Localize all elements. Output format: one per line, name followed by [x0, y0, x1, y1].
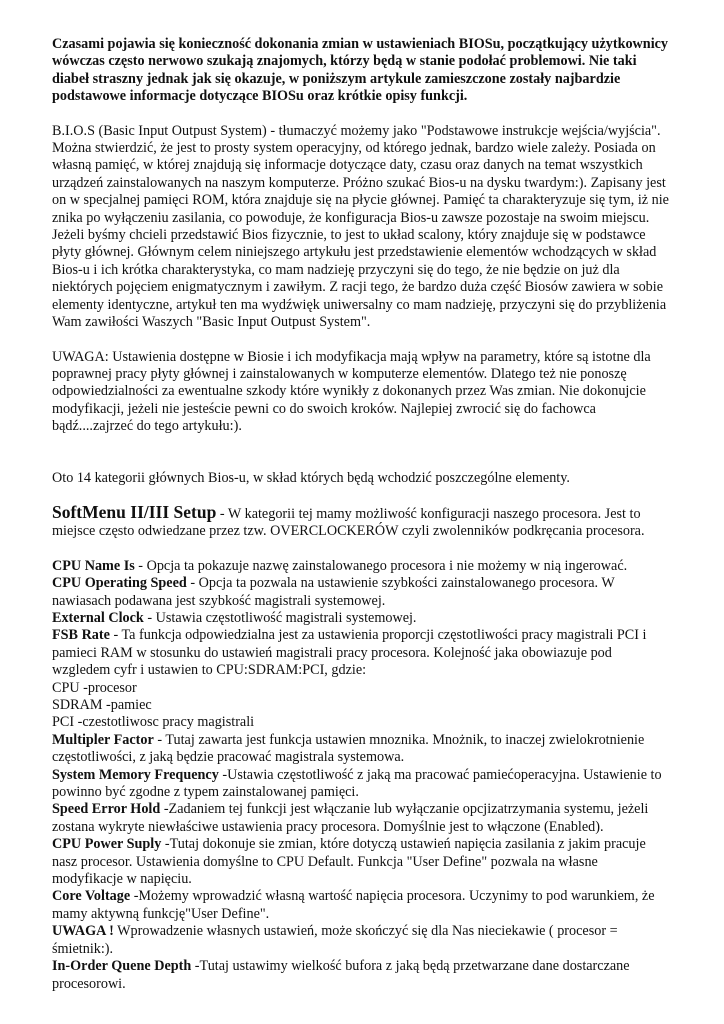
item-desc: -Tutaj dokonuje sie zmian, które dotyczą ustawień napięcia zasilania z jakim pracuje nasz procesor. Ustawienia domyślne to CPU Default. Funkcja "User Define" pozwala na własne modyfikacje w napięciu. [52, 836, 646, 888]
item-desc: -Możemy wprowadzić własną wartość napięcia procesora. Uczynimy to pod warunkiem, że mamy aktywną funkcję"User Define". [52, 888, 655, 922]
item-desc: - Tutaj zawarta jest funkcja ustawien mnoznika. Mnożnik, to inaczej zwielokrotnienie częstotliwości, z jaką będzie pracować magistrala systemowa. [52, 731, 645, 766]
spacer [52, 453, 672, 470]
list-item [52, 958, 672, 993]
item-term: Core Voltage [52, 888, 131, 905]
list-item [52, 888, 672, 923]
list-item [52, 627, 672, 679]
list-item [52, 610, 672, 627]
item-desc: - Opcja ta pokazuje nazwę zainstalowanego procesora i nie możemy w nią ingerować. [134, 557, 628, 574]
categories-paragraph: Oto 14 kategorii głównych Bios-u, w skład których będą wchodzić poszczególne elementy. [52, 469, 570, 486]
item-term: CPU Name Is [52, 557, 135, 574]
item-term: In-Order Quene Depth [52, 958, 192, 975]
section-softmenu [52, 501, 672, 541]
item-term: UWAGA ! [52, 923, 114, 940]
item-term: FSB Rate [52, 627, 110, 644]
item-term: Speed Error Hold [52, 801, 161, 818]
fsb-line: CPU -procesor [52, 679, 137, 696]
list-item [52, 732, 672, 767]
list-item [52, 558, 672, 575]
item-desc: - Opcja ta pozwala na ustawienie szybkości zainstalowanego procesora. W nawiasach podawana jest szybkość magistrali systemowej. [52, 575, 615, 609]
bios-definition-paragraph: B.I.O.S (Basic Input Outpust System) - tłumaczyć możemy jako "Podstawowe instrukcje wejścia/wyjścia". Można stwierdzić, że jest to prosty system operacyjny, od którego jednak, bardzo wiele zależy. Posiada on własną pamięć, w której znajdują się informacje dotyczące daty, czasu oraz danych na temat wszystkich urządzeń zainstalowanych na naszym komputerze. Próżno szukać Bios-u na dysku twardym:). Zapisany jest on w specjalnej pamięci ROM, która znajduje się na płycie głównej. Pamięć ta charakteryzuje się tym, iż nie znika po wyłączeniu zasilania, co powoduje, że konfiguracja Bios-u zawsze pozostaje na swoim miejscu. Jeżeli byśmy chcieli przedstawić Bios fizycznie, to jest to układ scalony, który znajduje się w podstawce płyty głównej. Głównym celem niniejszego artykułu jest przedstawienie elementów wchodzących w skład Bios-u i ich krótka charakterystyka, co mam nadzieję przyczyni się do tego, że nie będzie on już dla niektórych pojęciem enigmatycznym i zawiłym. Z racji tego, że bardzo duża część Biosów zawiera w sobie elementy identyczne, artykuł ten ma wydźwięk uniwersalny co mam nadzieję, przyczyni się do przybliżenia Wam zawiłości Waszych "Basic Input Outpust System". [52, 122, 669, 331]
fsb-line: PCI -czestotliwosc pracy magistrali [52, 714, 255, 731]
section-description: - W kategorii tej mamy możliwość konfiguracji naszego procesora. Jest to miejsce często odwiedzane przez tzw. OVERCLOCKERÓW czyli zwolenników podkręcania procesora. [52, 505, 645, 540]
item-desc: -Ustawia częstotliwość z jaką ma pracować pamiećoperacyjna. Ustawienie to powinno być zgodne z typem zainstalowanej pamięci. [52, 766, 662, 801]
item-term: System Memory Frequency [52, 766, 219, 783]
item-term: Multipler Factor [52, 731, 154, 748]
warning-paragraph: UWAGA: Ustawienia dostępne w Biosie i ich modyfikacja mają wpływ na parametry, które są istotne dla poprawnej pracy płyty głównej i zainstalowanych w komputerze elementów. Dlatego też nie ponoszę odpowiedzialności za ewentualne szkody które wynikły z dokonanych przez Was zmian. Nie dokonujcie modyfikacji, jeżeli nie jesteście pewni co do swoich kroków. Najlepiej zwrocić się do fachowca bądź....zajrzeć do tego artykułu:). [52, 348, 651, 435]
section-title: SoftMenu II/III Setup [52, 501, 217, 522]
list-item [52, 575, 672, 610]
item-term: External Clock [52, 609, 144, 626]
item-desc: -Tutaj ustawimy wielkość bufora z jaką będą przetwarzane dane dostarczane procesorowi. [52, 958, 630, 992]
list-item [52, 767, 672, 802]
item-desc: - Ta funkcja odpowiedzialna jest za ustawienia proporcji częstotliwości pracy magistrali PCI i pamieci RAM w stosunku do ustawień magistrali pracy procesora. Kolejność jaka obowiazuje pod wzgledem cyfr i ustawien to CPU:SDRAM:PCI, gdzie: [52, 627, 647, 679]
fsb-line: SDRAM -pamiec [52, 697, 152, 713]
settings-list [52, 558, 672, 993]
item-desc: - Ustawia częstotliwość magistrali systemowej. [143, 609, 417, 626]
item-desc: -Zadaniem tej funkcji jest włączanie lub wyłączanie opcjizatrzymania systemu, jeżeli zostana wykryte niewłaściwe ustawienia pracy procesora. Domyślnie jest to włączone (Enabled). [52, 801, 649, 835]
list-item [52, 801, 672, 836]
list-item [52, 836, 672, 888]
intro-paragraph: Czasami pojawia się konieczność dokonania zmian w ustawieniach BIOSu, początkujący użytkownicy wówczas często nerwowo szukają znajomych, którzy będą w stanie podołać problemowi. Nie taki diabeł straszny jednak jak się okazuje, w poniższym artykule zamieszczone zostały najbardzie podstawowe informacje dotyczące BIOSu oraz krótkie opisy funkcji. [52, 36, 669, 105]
item-term: CPU Operating Speed [52, 575, 187, 592]
list-item [52, 923, 672, 958]
item-desc: Wprowadzenie własnych ustawień, może skończyć się dla Nas nieciekawie ( procesor = śmietnik:). [52, 923, 618, 957]
item-term: CPU Power Suply [52, 836, 162, 853]
